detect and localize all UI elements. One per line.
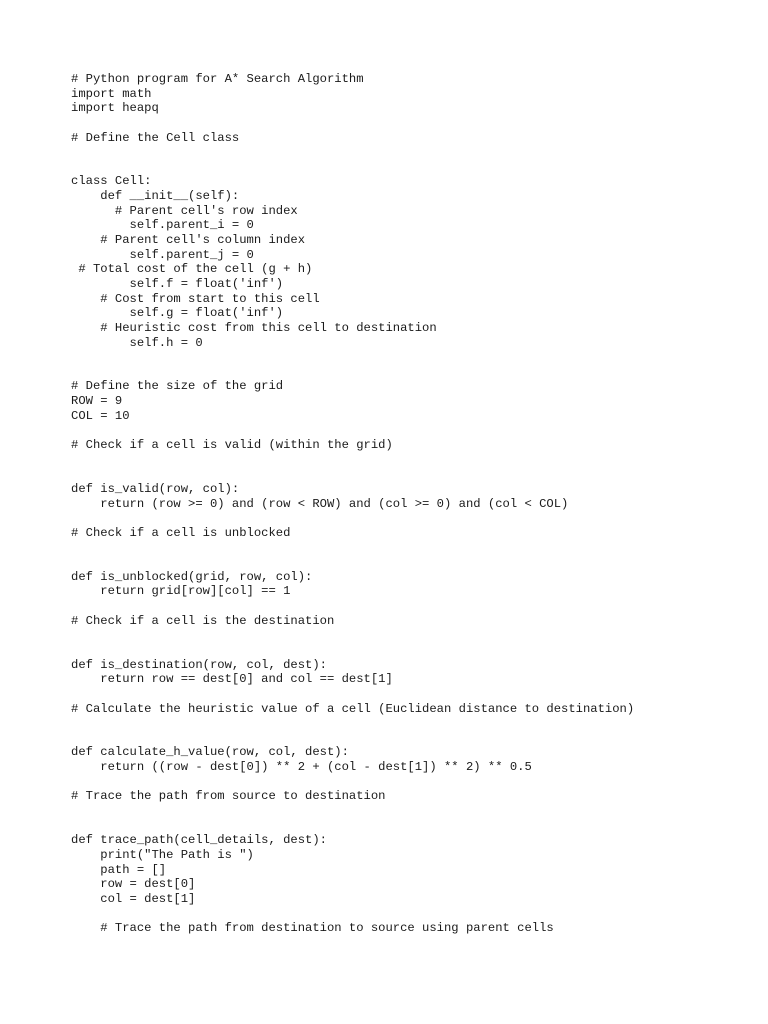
blank-line xyxy=(71,145,634,160)
blank-line xyxy=(71,453,634,468)
blank-line xyxy=(71,819,634,834)
code-line: path = [] xyxy=(71,862,167,877)
blank-line xyxy=(71,116,634,131)
code-line: def trace_path(cell_details, dest): xyxy=(71,833,327,848)
code-line: self.g = float('inf') xyxy=(71,306,284,321)
blank-line xyxy=(71,628,634,643)
code-comment-line: # Parent cell's column index xyxy=(71,233,306,248)
code-comment-line: # Check if a cell is unblocked xyxy=(71,525,291,540)
blank-line xyxy=(71,511,634,526)
blank-line xyxy=(71,365,634,380)
blank-line xyxy=(71,643,634,658)
code-line: class Cell: xyxy=(71,174,152,189)
code-comment-line: # Trace the path from destination to source using parent cells xyxy=(71,921,554,936)
blank-line xyxy=(71,687,634,702)
code-line: def __init__(self): xyxy=(71,189,240,204)
code-comment-line: # Trace the path from source to destination xyxy=(71,789,386,804)
blank-line xyxy=(71,599,634,614)
code-line: ROW = 9 xyxy=(71,394,123,409)
code-line: return (row >= 0) and (row < ROW) and (col >= 0) and (col < COL) xyxy=(71,496,569,511)
code-line: return ((row - dest[0]) ** 2 + (col - dest[1]) ** 2) ** 0.5 xyxy=(71,760,532,775)
code-comment-line: # Define the Cell class xyxy=(71,130,240,145)
code-line: self.h = 0 xyxy=(71,335,203,350)
blank-line xyxy=(71,555,634,570)
code-comment-line: # Define the size of the grid xyxy=(71,379,284,394)
blank-line xyxy=(71,775,634,790)
code-comment-line: # Parent cell's row index xyxy=(71,203,298,218)
blank-line xyxy=(71,716,634,731)
blank-line xyxy=(71,541,634,556)
blank-line xyxy=(71,423,634,438)
code-document xyxy=(71,72,634,936)
code-line: return grid[row][col] == 1 xyxy=(71,584,291,599)
code-comment-line: # Check if a cell is the destination xyxy=(71,613,335,628)
blank-line xyxy=(71,160,634,175)
code-line: self.parent_i = 0 xyxy=(71,218,254,233)
code-line: def is_valid(row, col): xyxy=(71,481,240,496)
code-comment-line: # Total cost of the cell (g + h) xyxy=(71,262,313,277)
code-line: COL = 10 xyxy=(71,408,130,423)
code-line: def is_unblocked(grid, row, col): xyxy=(71,569,313,584)
code-line: self.parent_j = 0 xyxy=(71,247,254,262)
code-line: def calculate_h_value(row, col, dest): xyxy=(71,745,349,760)
code-comment-line: # Heuristic cost from this cell to destination xyxy=(71,320,437,335)
code-line: print("The Path is ") xyxy=(71,847,254,862)
blank-line xyxy=(71,731,634,746)
code-line: row = dest[0] xyxy=(71,877,196,892)
code-line: import heapq xyxy=(71,101,159,116)
code-line: col = dest[1] xyxy=(71,891,196,906)
blank-line xyxy=(71,467,634,482)
code-comment-line: # Check if a cell is valid (within the grid) xyxy=(71,438,393,453)
code-comment-line: # Calculate the heuristic value of a cell (Euclidean distance to destination) xyxy=(71,701,635,716)
blank-line xyxy=(71,350,634,365)
code-line: def is_destination(row, col, dest): xyxy=(71,657,327,672)
code-comment-line: # Python program for A* Search Algorithm xyxy=(71,72,364,86)
code-line: self.f = float('inf') xyxy=(71,276,284,291)
code-comment-line: # Cost from start to this cell xyxy=(71,291,320,306)
blank-line xyxy=(71,907,634,922)
code-line: import math xyxy=(71,86,152,101)
blank-line xyxy=(71,804,634,819)
code-line: return row == dest[0] and col == dest[1] xyxy=(71,672,393,687)
